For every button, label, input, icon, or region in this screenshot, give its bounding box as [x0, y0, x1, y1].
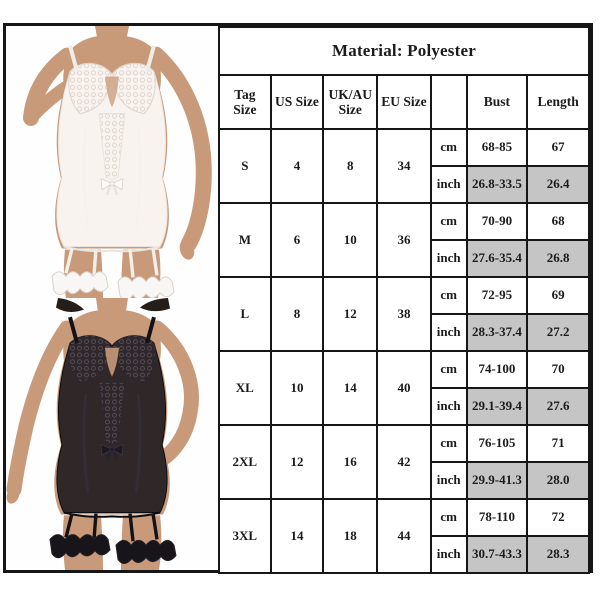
unit-cm-cell: cm [431, 203, 467, 240]
size-row-m-cm [219, 203, 589, 240]
unit-cm-cell: cm [431, 499, 467, 536]
length-cm-cell: 71 [527, 425, 589, 462]
bust-cm-cell: 74-100 [467, 351, 528, 388]
product-photos-column [6, 26, 218, 570]
unit-inch-cell: inch [431, 240, 467, 277]
column-header-eu-size: EU Size [377, 75, 431, 129]
eu-size-cell: 36 [377, 203, 431, 277]
size-row-xl-cm [219, 351, 589, 388]
length-cm-cell: 67 [527, 129, 589, 166]
unit-inch-cell: inch [431, 462, 467, 499]
column-header-tag-size: Tag Size [219, 75, 271, 129]
product-photo-black [6, 298, 218, 570]
tag-size-cell: M [219, 203, 271, 277]
black-chemise [57, 317, 167, 517]
content-box [3, 23, 593, 573]
unit-inch-cell: inch [431, 536, 467, 573]
bust-cm-cell: 70-90 [467, 203, 528, 240]
length-cm-cell: 72 [527, 499, 589, 536]
length-inch-cell: 27.6 [527, 388, 589, 425]
bust-cm-cell: 68-85 [467, 129, 528, 166]
bust-cm-cell: 76-105 [467, 425, 528, 462]
bust-inch-cell: 26.8-33.5 [467, 166, 528, 203]
uk-au-size-cell: 14 [323, 351, 377, 425]
us-size-cell: 6 [271, 203, 324, 277]
eu-size-cell: 42 [377, 425, 431, 499]
size-row-2xl-cm [219, 425, 589, 462]
unit-cm-cell: cm [431, 129, 467, 166]
length-cm-cell: 70 [527, 351, 589, 388]
bust-cm-cell: 78-110 [467, 499, 528, 536]
bust-inch-cell: 28.3-37.4 [467, 314, 528, 351]
bust-cm-cell: 72-95 [467, 277, 528, 314]
size-table [218, 26, 590, 574]
tag-size-cell: L [219, 277, 271, 351]
unit-cm-cell: cm [431, 351, 467, 388]
us-size-cell: 8 [271, 277, 324, 351]
uk-au-size-cell: 12 [323, 277, 377, 351]
us-size-cell: 4 [271, 129, 324, 203]
unit-cm-cell: cm [431, 277, 467, 314]
tag-size-cell: 3XL [219, 499, 271, 573]
eu-size-cell: 34 [377, 129, 431, 203]
uk-au-size-cell: 16 [323, 425, 377, 499]
white-lace-chemise-graphic [6, 26, 218, 298]
unit-cm-cell: cm [431, 425, 467, 462]
us-size-cell: 14 [271, 499, 324, 573]
length-inch-cell: 26.8 [527, 240, 589, 277]
column-header-length: Length [527, 75, 589, 129]
product-photo-white [6, 26, 218, 298]
length-inch-cell: 28.0 [527, 462, 589, 499]
length-inch-cell: 28.3 [527, 536, 589, 573]
length-cm-cell: 69 [527, 277, 589, 314]
size-row-s-cm [219, 129, 589, 166]
column-header-row [219, 75, 589, 129]
size-row-3xl-cm [219, 499, 589, 536]
uk-au-size-cell: 18 [323, 499, 377, 573]
unit-inch-cell: inch [431, 314, 467, 351]
length-inch-cell: 26.4 [527, 166, 589, 203]
eu-size-cell: 44 [377, 499, 431, 573]
us-size-cell: 12 [271, 425, 324, 499]
unit-inch-cell: inch [431, 166, 467, 203]
column-header-uk-au-size: UK/AU Size [323, 75, 377, 129]
column-header-bust: Bust [467, 75, 528, 129]
column-header-unit [431, 75, 467, 129]
us-size-cell: 10 [271, 351, 324, 425]
material-title-row [219, 27, 589, 75]
bust-inch-cell: 30.7-43.3 [467, 536, 528, 573]
length-inch-cell: 27.2 [527, 314, 589, 351]
eu-size-cell: 40 [377, 351, 431, 425]
white-chemise [57, 46, 167, 252]
column-header-us-size: US Size [271, 75, 324, 129]
length-cm-cell: 68 [527, 203, 589, 240]
size-table-body [219, 129, 589, 573]
bust-inch-cell: 29.9-41.3 [467, 462, 528, 499]
black-lace-chemise-graphic [6, 298, 218, 570]
bust-inch-cell: 29.1-39.4 [467, 388, 528, 425]
eu-size-cell: 38 [377, 277, 431, 351]
tag-size-cell: XL [219, 351, 271, 425]
uk-au-size-cell: 8 [323, 129, 377, 203]
size-row-l-cm [219, 277, 589, 314]
uk-au-size-cell: 10 [323, 203, 377, 277]
material-title: Material: Polyester [219, 27, 589, 75]
tag-size-cell: S [219, 129, 271, 203]
unit-inch-cell: inch [431, 388, 467, 425]
tag-size-cell: 2XL [219, 425, 271, 499]
bust-inch-cell: 27.6-35.4 [467, 240, 528, 277]
